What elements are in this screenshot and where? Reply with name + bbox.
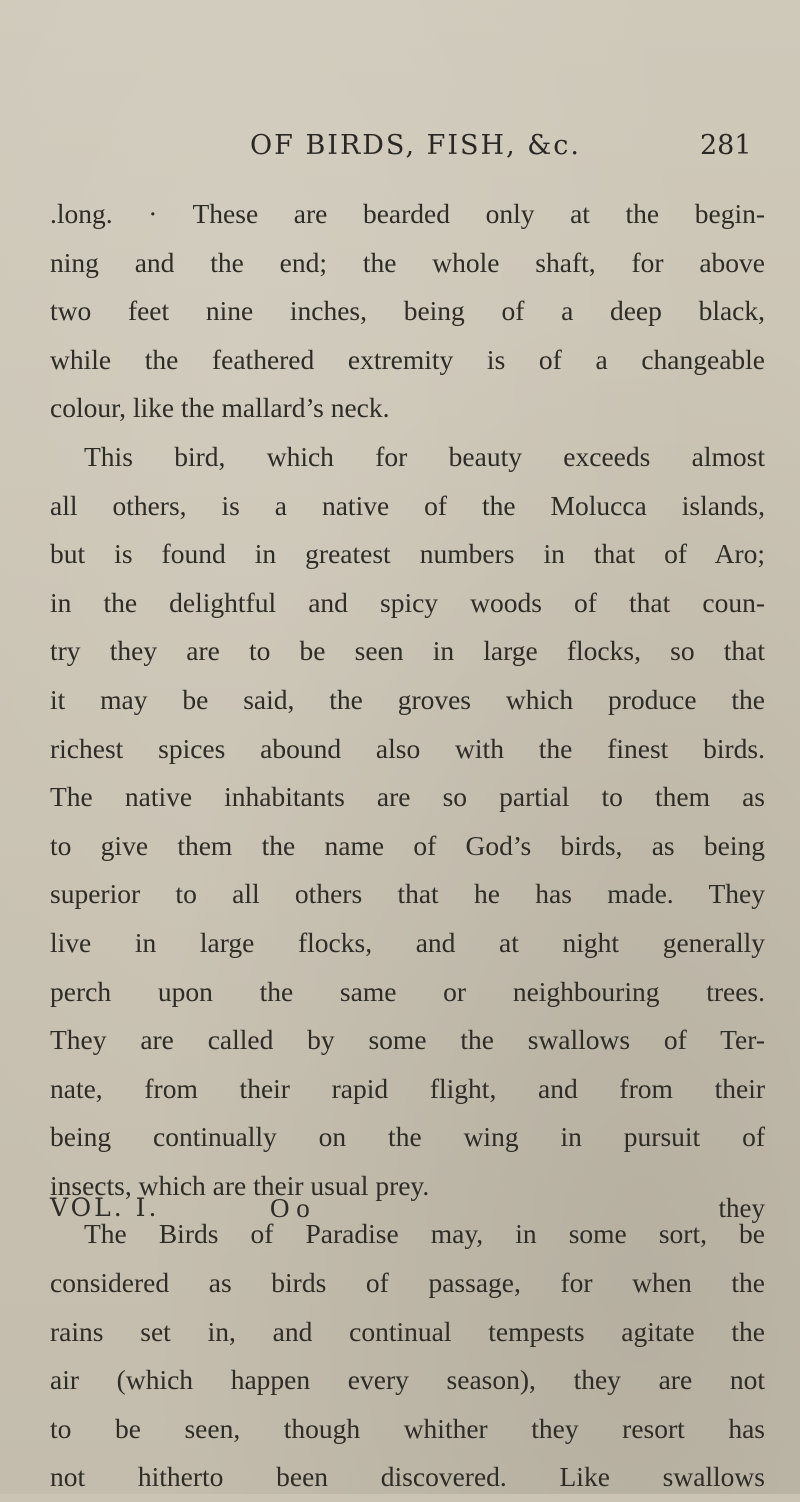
paragraph-start-line: This bird, which for beauty exceeds almost bbox=[84, 440, 765, 472]
text-line: perch upon the same or neighbouring trees. bbox=[50, 975, 765, 1007]
body-text bbox=[50, 190, 765, 1502]
text-line: to give them the name of God’s birds, as being bbox=[50, 829, 765, 861]
page-footer bbox=[50, 1193, 765, 1233]
text-line: considered as birds of passage, for when the bbox=[50, 1267, 765, 1299]
text-line: to be seen, though whither they resort has bbox=[50, 1412, 765, 1444]
text-line: not hitherto been discovered. Like swallows bbox=[50, 1461, 765, 1493]
text-line: colour, like the mallard’s neck. bbox=[50, 392, 390, 424]
text-line: it may be said, the groves which produce the bbox=[50, 683, 765, 715]
text-line: nate, from their rapid flight, and from their bbox=[50, 1072, 765, 1104]
running-head: OF BIRDS, FISH, &c. bbox=[250, 130, 581, 161]
text-line: in the delightful and spicy woods of that coun- bbox=[50, 586, 765, 618]
signature-mark: O o bbox=[270, 1193, 310, 1223]
text-line: .long. · These are bearded only at the begin- bbox=[50, 198, 765, 229]
text-line: try they are to be seen in large flocks, so that bbox=[50, 635, 765, 667]
paragraph-start-line: The Birds of Paradise may, in some sort, be bbox=[84, 1218, 765, 1250]
text-line: air (which happen every season), they are not bbox=[50, 1364, 765, 1396]
text-line: live in large flocks, and at night generally bbox=[50, 926, 765, 958]
text-line: insects, which are their usual prey. bbox=[50, 1169, 430, 1201]
page-number: 281 bbox=[700, 130, 752, 161]
catchword: they bbox=[718, 1193, 765, 1223]
text-line: ning and the end; the whole shaft, for above bbox=[50, 246, 765, 278]
text-line: rains set in, and continual tempests agitate the bbox=[50, 1315, 765, 1347]
text-line: The native inhabitants are so partial to them as bbox=[50, 781, 765, 813]
page-header bbox=[0, 130, 800, 170]
text-line: They are called by some the swallows of Ter- bbox=[50, 1024, 765, 1056]
text-line: while the feathered extremity is of a changeable bbox=[50, 343, 765, 375]
text-line: all others, is a native of the Molucca islands, bbox=[50, 489, 765, 521]
volume-signature: VOL. I. bbox=[50, 1193, 160, 1222]
text-line: but is found in greatest numbers in that of Aro; bbox=[50, 538, 765, 570]
text-line: superior to all others that he has made. They bbox=[50, 878, 765, 910]
text-line: richest spices abound also with the finest birds. bbox=[50, 732, 765, 764]
text-line: being continually on the wing in pursuit of bbox=[50, 1121, 765, 1153]
text-line: two feet nine inches, being of a deep black, bbox=[50, 295, 765, 327]
